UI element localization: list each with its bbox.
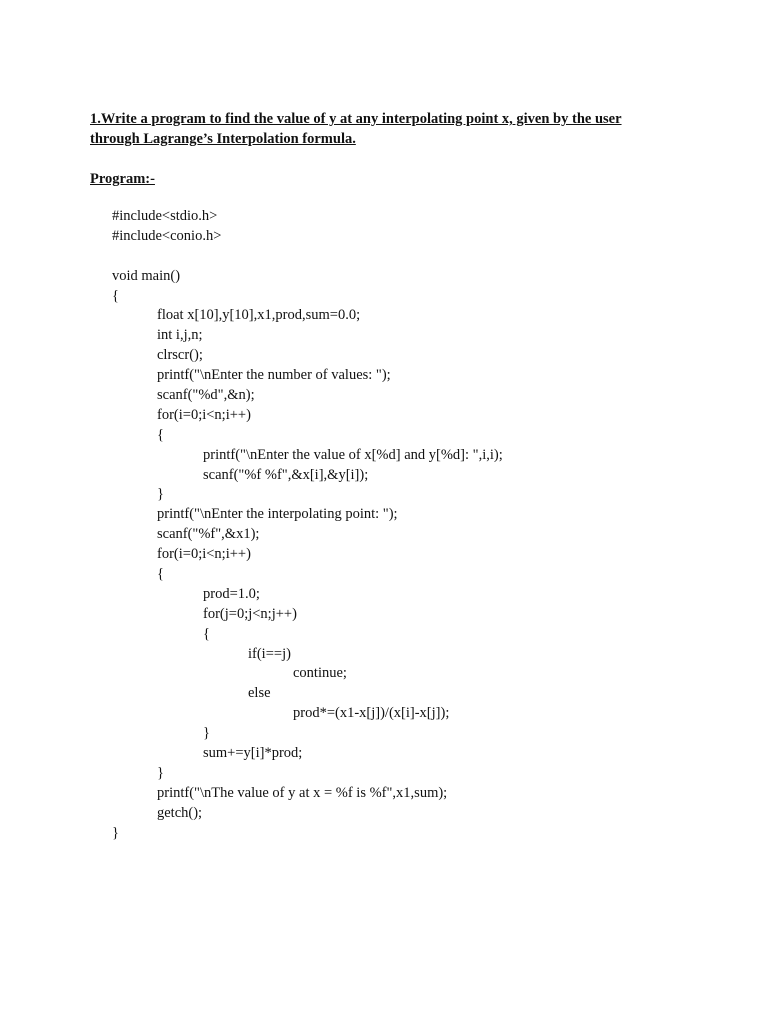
code-line: else (248, 685, 271, 702)
code-line: printf("\nEnter the interpolating point: "); (157, 506, 398, 523)
code-block (0, 207, 768, 844)
code-line: for(i=0;i<n;i++) (157, 406, 251, 423)
code-line: if(i==j) (248, 645, 291, 662)
code-line: { (112, 287, 119, 304)
code-line: } (157, 486, 164, 503)
code-line: { (157, 566, 164, 583)
code-line: printf("\nEnter the number of values: "); (157, 367, 391, 384)
code-line: getch(); (157, 804, 203, 821)
code-line: printf("\nThe value of y at x = %f is %f",x1,sum); (157, 784, 448, 801)
code-line: printf("\nEnter the value of x[%d] and y[%d]: ",i,i); (203, 446, 503, 463)
code-line: scanf("%f %f",&x[i],&y[i]); (203, 466, 369, 483)
code-line: int i,j,n; (157, 327, 203, 344)
code-line: void main() (112, 267, 181, 284)
code-line: continue; (293, 665, 347, 682)
code-line: float x[10],y[10],x1,prod,sum=0.0; (157, 307, 361, 324)
code-line: scanf("%d",&n); (157, 387, 255, 404)
code-line: #include<stdio.h> (112, 208, 218, 224)
code-line: for(i=0;i<n;i++) (157, 546, 251, 563)
code-line: clrscr(); (157, 347, 203, 364)
code-line: scanf("%f",&x1); (157, 526, 260, 543)
question-heading (90, 109, 690, 149)
code-line (0, 247, 768, 267)
code-line: for(j=0;j<n;j++) (203, 605, 297, 622)
code-line: prod*=(x1-x[j])/(x[i]-x[j]); (293, 705, 450, 722)
code-line: } (112, 824, 119, 841)
code-line: sum+=y[i]*prod; (203, 745, 303, 762)
code-line: } (203, 725, 210, 742)
code-line: #include<conio.h> (112, 227, 222, 244)
code-line: { (203, 625, 210, 642)
question-line-2: through Lagrange’s Interpolation formula. (90, 131, 356, 147)
question-line-1: 1.Write a program to find the value of y at any interpolating point x, given by the user (90, 111, 622, 127)
code-line: { (157, 426, 164, 443)
program-label: Program:- (90, 171, 155, 187)
code-line: prod=1.0; (203, 585, 260, 602)
code-line: } (157, 764, 164, 781)
